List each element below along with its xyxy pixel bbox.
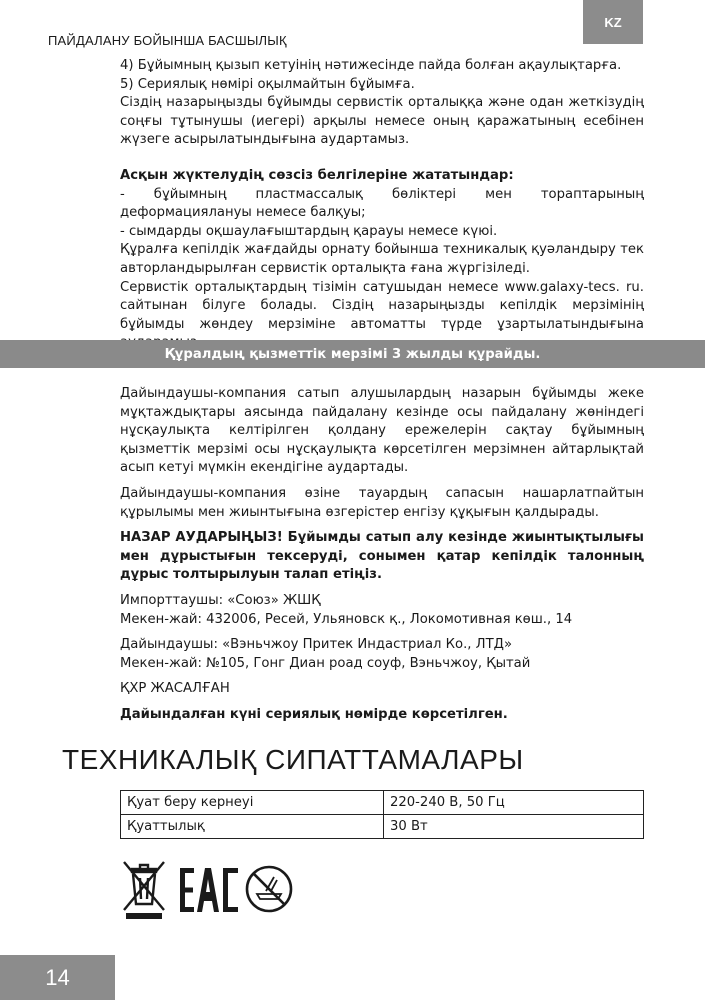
- language-tab: KZ: [583, 0, 643, 44]
- overload-item-2: - сымдарды оқшаулағыштардың қарауы немесе күюі.: [120, 223, 498, 239]
- service-life-paragraph: Дайындаушы-компания сатып алушылардың назарын бұйымды жеке мұқтаждықтары аясында пайдалану кезінде осы пайдалану жөніндегі нұсқаулықта келтірілген қолдану ережелерін сақтау бұйымның қызметтік мерзімі осы нұсқаулықта көрсетілген мерзімнен айтарлықтай асып кетуі мүмкін екендігіне аудартады.: [120, 386, 644, 476]
- specs-heading: ТЕХНИКАЛЫҚ СИПАТТАМАЛАРЫ: [62, 744, 524, 775]
- exclusion-item-5: 5) Сериялық нөмірі оқылмайтын бұйымға.: [120, 76, 415, 92]
- exclusion-item-4: 4) Бұйымның қызып кетуінің нәтижесінде пайда болған ақаулықтарға.: [120, 58, 622, 73]
- producer-address: Мекен-жай: №105, Гонг Диан роад соуф, Вэньчжоу, Қытай: [120, 655, 531, 671]
- spec-value: 220-240 В, 50 Гц: [384, 791, 644, 815]
- warranty-service-note: Құралға кепілдік жағдайды орнату бойынша техникалық қуәландыру тек авторландырылған сервистік орталықта ғана жүргізіледі.: [120, 242, 644, 276]
- spec-value: 30 Вт: [384, 815, 644, 839]
- eac-mark-icon: [180, 868, 238, 912]
- attention-paragraph: НАЗАР АУДАРЫҢЫЗ! Бұйымды сатып алу кезінде жиынтықтылығы мен дұрыстығын тексеруді, сонымен қатар кепілдік талонның дұрыс толтырылуын талап етіңіз.: [120, 530, 644, 583]
- made-in-line: ҚХР ЖАСАЛҒАН: [120, 681, 230, 697]
- no-food-contact-icon: [244, 864, 294, 914]
- overload-item-1: - бұйымның пластмассалық бөліктері мен тораптарының деформациялануы немесе балқуы;: [120, 186, 644, 221]
- delivery-note: Сіздің назарыңызды бұйымды сервистік орталыққа және одан жеткізудің соңғы тұтынушы (иегері) арқылы немесе оның қаражатының есебінен жүзеге асырылатындығына аудартамыз.: [120, 95, 644, 148]
- service-centers-note: Сервистік орталықтардың тізімін сатушыдан немесе www.galaxy-tecs. ru. сайтынан білуге болады. Сіздің назарыңызды кепілдік мерзімінің бұйымды жөндеу мерзіміне автоматты түрде ұзартылатындығына: [120, 279, 644, 332]
- specs-table: [120, 790, 644, 839]
- table-row: [121, 791, 644, 815]
- changes-rights-paragraph: Дайындаушы-компания өзіне тауардың сапасын нашарлатпайтын құрылымы мен жиынтығына өзгерістер енгізу құқығын қалдырады.: [120, 485, 644, 520]
- service-life-banner: Құралдың қызметтік мерзімі 3 жылды құрайды.: [0, 340, 705, 368]
- importer-line: Импорттаушы: «Союз» ЖШҚ: [120, 592, 321, 608]
- overload-block: [120, 167, 644, 353]
- producer-line: Дайындаушы: «Вэньчжоу Притек Индастриал Ко., ЛТД»: [120, 637, 513, 653]
- intro-block: [120, 57, 644, 150]
- page-number: 14: [0, 955, 115, 1000]
- importer-address: Мекен-жай: 432006, Ресей, Ульяновск қ., Локомотивная көш., 14: [120, 611, 573, 627]
- overload-title: Асқын жүктелудің сөзсіз белгілеріне жататындар:: [120, 168, 514, 183]
- running-title: ПАЙДАЛАНУ БОЙЫНША БАСШЫЛЫҚ: [48, 33, 287, 48]
- manufacture-date-note: Дайындалған күні сериялық нөмірде көрсетілген.: [120, 706, 508, 722]
- spec-name: Қуаттылық: [121, 815, 384, 839]
- table-row: [121, 815, 644, 839]
- weee-crossed-bin-icon: [120, 858, 168, 920]
- manufacturer-block: [120, 385, 644, 725]
- spec-name: Қуат беру кернеуі: [121, 791, 384, 815]
